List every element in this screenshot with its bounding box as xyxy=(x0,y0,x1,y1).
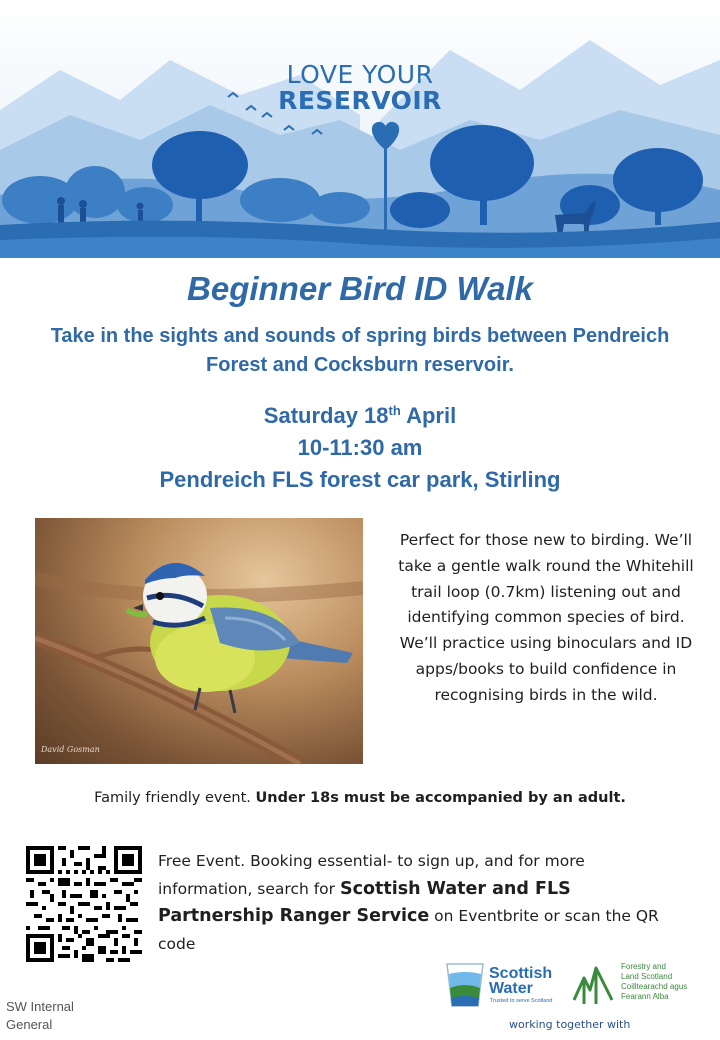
fls-name: Forestry and Land Scotland Coilltearachd agus Fearann Alba xyxy=(621,962,688,1001)
scottish-water-name: Scottish Water xyxy=(489,965,553,997)
fls-logo xyxy=(570,960,616,1006)
blue-tit-illustration xyxy=(35,518,363,764)
hero-banner xyxy=(0,0,720,258)
event-time: 10-11:30 am xyxy=(297,435,423,460)
event-subtitle: Take in the sights and sounds of spring birds between Pendreich Forest and Cocksburn reservoir. xyxy=(50,325,670,376)
blue-tit-photo xyxy=(35,518,363,764)
event-description: Perfect for those new to birding. We’ll take a gentle walk round the Whitehill trail loop (0.7km) listening out and identifying common species of bird. We’ll practice using binoculars and ID apps/books to build confidence in recognising birds in the wild. xyxy=(398,531,694,704)
document-classification: SW Internal General xyxy=(6,999,74,1032)
booking-search-term: Scottish Water and FLS Partnership Ranger Service xyxy=(158,878,571,926)
landscape-illustration xyxy=(0,0,720,258)
photo-credit: David Gosman xyxy=(41,745,100,754)
event-date: Saturday 18th April xyxy=(263,403,457,428)
event-title: Beginner Bird ID Walk xyxy=(187,270,533,307)
event-details xyxy=(0,400,720,496)
family-note: Family friendly event. Under 18s must be accompanied by an adult. xyxy=(94,790,626,806)
scottish-water-tagline: Trusted to serve Scotland xyxy=(490,998,553,1004)
event-location: Pendreich FLS forest car park, Stirling xyxy=(159,467,561,492)
booking-info: Free Event. Booking essential- to sign up, and for more information, search for Scottish Water and FLS Partnership Ranger Service on Eventbrite or scan the QR code xyxy=(158,852,659,953)
logo-reservoir: RESERVOIR xyxy=(278,86,442,115)
qr-code[interactable] xyxy=(26,846,142,962)
working-together-text: working together with xyxy=(509,1018,631,1031)
logo-love-your: LOVE YOUR xyxy=(286,60,434,89)
